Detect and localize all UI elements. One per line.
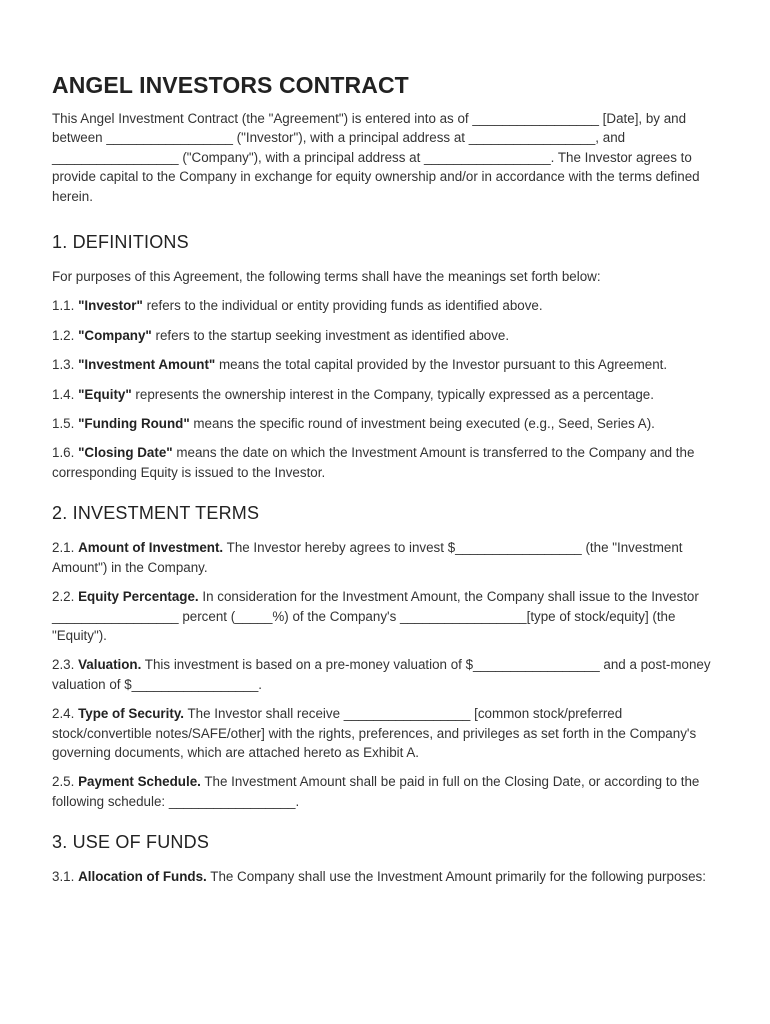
clause-number: 2.2. xyxy=(52,589,75,605)
clause xyxy=(52,538,718,577)
clause-term: Valuation. xyxy=(78,657,142,673)
clause-text: The Company shall use the Investment Amount primarily for the following purposes: xyxy=(206,869,706,885)
clause-term: "Equity" xyxy=(78,386,132,402)
clause-text: In consideration for the Investment Amount, the Company shall issue to the Investor _________________ percent (_____%) of the Company's _________________[type of stock/equity] (the "Equity"). xyxy=(52,589,699,643)
section-investment-terms xyxy=(52,503,718,811)
section-definitions xyxy=(52,232,718,482)
clause-number: 2.3. xyxy=(52,657,75,673)
clause xyxy=(52,772,718,811)
document-title: ANGEL INVESTORS CONTRACT xyxy=(52,72,409,98)
clause-text: This investment is based on a pre-money valuation of $_________________ and a post-money valuation of $_________________. xyxy=(52,657,711,692)
clause-number: 3.1. xyxy=(52,869,75,885)
section-heading: 3. USE OF FUNDS xyxy=(52,832,210,853)
clause-term: Type of Security. xyxy=(78,706,184,722)
clause-text: refers to the startup seeking investment as identified above. xyxy=(151,327,510,343)
section-lead: For purposes of this Agreement, the following terms shall have the meanings set forth below: xyxy=(52,269,601,285)
clause-number: 1.2. xyxy=(52,327,75,343)
intro-paragraph: This Angel Investment Contract (the "Agreement") is entered into as of _________________ [Date], by and between _________________ ("Investor"), with a principal address at _________________, and _________________ ("Company"), with a principal address at _________________. The Investor agrees to provide capital to the Company in exchange for equity ownership and/or in accordance with the terms defined herein. xyxy=(52,111,700,204)
clause-term: "Funding Round" xyxy=(78,416,190,432)
clause-number: 1.4. xyxy=(52,386,75,402)
clause-term: "Company" xyxy=(78,327,152,343)
clause-text: The Investor shall receive _________________ [common stock/preferred stock/convertible notes/SAFE/other] with the rights, preferences, and privileges as set forth in the Company's governing documents, which are attached hereto as Exhibit A. xyxy=(52,706,697,760)
clause xyxy=(52,655,718,694)
clause-term: Amount of Investment. xyxy=(78,540,224,556)
clause xyxy=(52,867,718,886)
clause xyxy=(52,414,718,433)
clause-text: The Investor hereby agrees to invest $_________________ (the "Investment Amount") in the Company. xyxy=(52,540,683,575)
clause xyxy=(52,296,718,315)
clause-text: means the specific round of investment being executed (e.g., Seed, Series A). xyxy=(189,416,655,432)
clause-term: "Investor" xyxy=(78,298,143,314)
clause-term: "Closing Date" xyxy=(78,445,173,461)
clause-term: Payment Schedule. xyxy=(78,774,201,790)
clause-text: means the date on which the Investment Amount is transferred to the Company and the corresponding Equity is issued to the Investor. xyxy=(52,445,695,480)
clause xyxy=(52,704,718,762)
clause-text: refers to the individual or entity providing funds as identified above. xyxy=(142,298,543,314)
clause-text: means the total capital provided by the Investor pursuant to this Agreement. xyxy=(215,357,668,373)
clause-text: represents the ownership interest in the Company, typically expressed as a percentage. xyxy=(131,386,654,402)
clause xyxy=(52,326,718,345)
clause xyxy=(52,355,718,374)
clause-number: 1.3. xyxy=(52,357,75,373)
clause-number: 1.5. xyxy=(52,416,75,432)
section-use-of-funds xyxy=(52,832,718,886)
section-heading: 2. INVESTMENT TERMS xyxy=(52,503,260,524)
clause xyxy=(52,443,718,482)
clause-number: 1.1. xyxy=(52,298,75,314)
clause-term: "Investment Amount" xyxy=(78,357,216,373)
clause-number: 2.4. xyxy=(52,706,75,722)
clause xyxy=(52,385,718,404)
clause xyxy=(52,587,718,645)
clause-term: Equity Percentage. xyxy=(78,589,199,605)
clause-term: Allocation of Funds. xyxy=(78,869,207,885)
clause-text: The Investment Amount shall be paid in full on the Closing Date, or according to the following schedule: _________________. xyxy=(52,774,700,809)
clause-number: 1.6. xyxy=(52,445,75,461)
section-heading: 1. DEFINITIONS xyxy=(52,232,189,253)
clause-number: 2.1. xyxy=(52,540,75,556)
clause-number: 2.5. xyxy=(52,774,75,790)
